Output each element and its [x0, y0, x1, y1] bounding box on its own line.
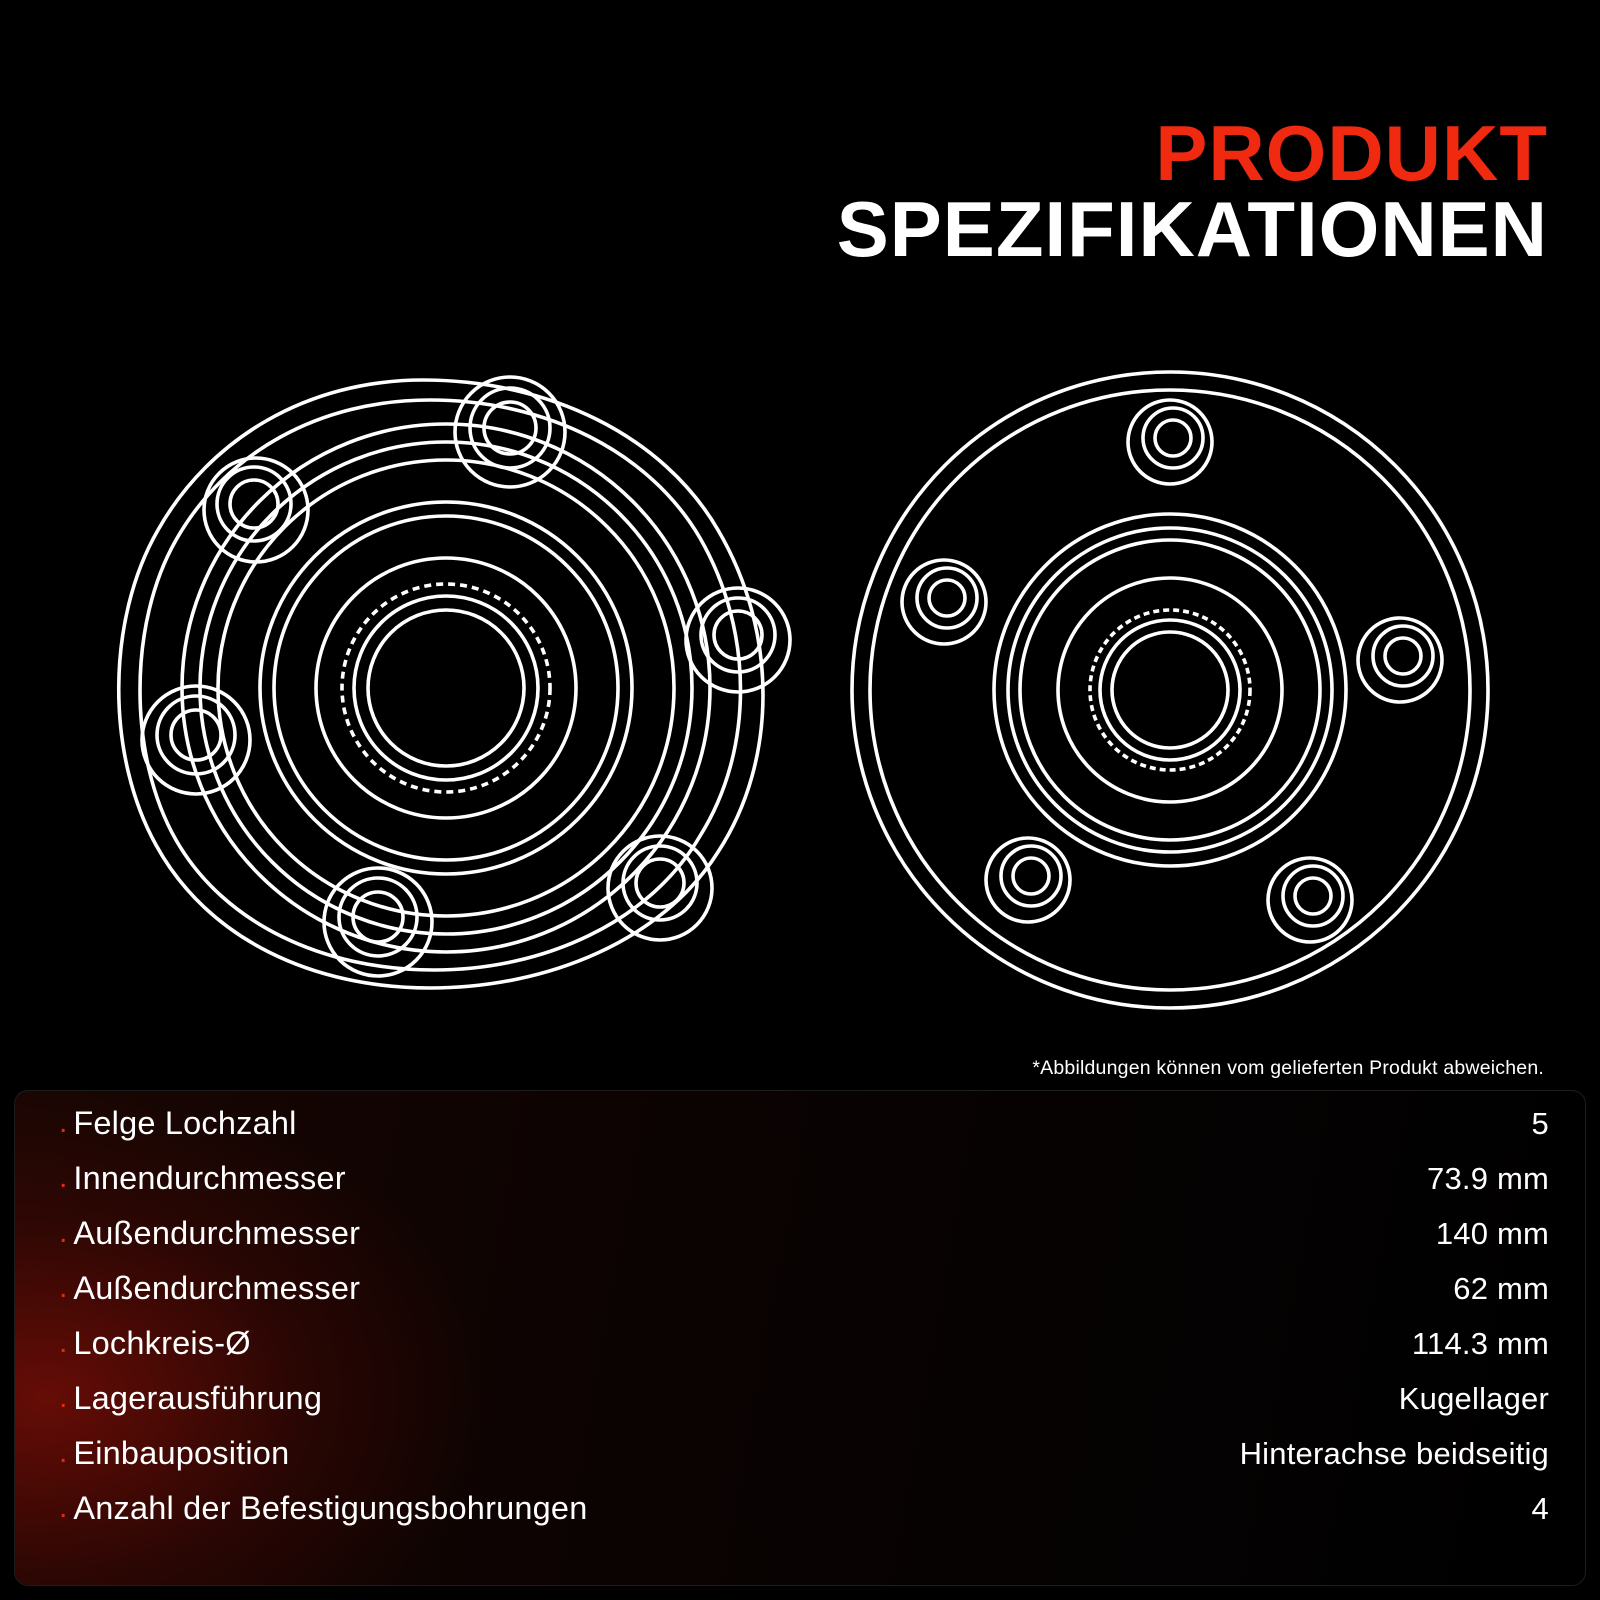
spec-value: 140 mm: [1435, 1216, 1549, 1251]
bullet-icon: .: [59, 1271, 68, 1304]
wheel-hub-side-view-icon: [78, 340, 838, 1025]
bullet-icon: .: [59, 1161, 68, 1194]
spec-value: Kugellager: [1398, 1381, 1549, 1416]
bullet-icon: .: [59, 1326, 68, 1359]
table-row: [59, 1435, 1549, 1490]
page-title: SPEZIFIKATIONEN: [836, 184, 1548, 273]
table-row: [59, 1380, 1549, 1435]
spec-label: Einbauposition: [73, 1435, 290, 1471]
table-row: [59, 1270, 1549, 1325]
spec-value: 73.9 mm: [1427, 1161, 1549, 1196]
table-row: [59, 1215, 1549, 1270]
spec-value: 114.3 mm: [1411, 1326, 1549, 1361]
bullet-icon: .: [59, 1381, 68, 1414]
image-disclaimer: *Abbildungen können vom gelieferten Produkt abweichen.: [1032, 1057, 1544, 1079]
spec-label: Außendurchmesser: [73, 1215, 361, 1251]
table-row: [59, 1160, 1549, 1215]
spec-value: 5: [1531, 1106, 1549, 1141]
spec-label: Felge Lochzahl: [73, 1105, 297, 1141]
spec-label: Lagerausführung: [73, 1380, 323, 1416]
spec-label: Lochkreis-Ø: [73, 1325, 251, 1361]
specification-table: [14, 1090, 1586, 1586]
bullet-icon: .: [59, 1106, 68, 1139]
product-illustrations: [0, 330, 1600, 1050]
page-title-accent: PRODUKT: [1155, 109, 1548, 197]
bullet-icon: .: [59, 1216, 68, 1249]
table-row: [59, 1325, 1549, 1380]
wheel-hub-front-view-icon: [840, 360, 1500, 1025]
spec-label: Außendurchmesser: [73, 1270, 361, 1306]
page-header: [0, 0, 1600, 273]
spec-label: Anzahl der Befestigungsbohrungen: [73, 1490, 588, 1526]
bullet-icon: .: [59, 1436, 68, 1469]
table-row: [59, 1490, 1549, 1545]
spec-value: 4: [1531, 1491, 1549, 1526]
spec-label: Innendurchmesser: [73, 1160, 346, 1196]
table-row: [59, 1105, 1549, 1160]
spec-value: 62 mm: [1453, 1271, 1549, 1306]
bullet-icon: .: [59, 1491, 68, 1524]
spec-value: Hinterachse beidseitig: [1239, 1436, 1549, 1471]
